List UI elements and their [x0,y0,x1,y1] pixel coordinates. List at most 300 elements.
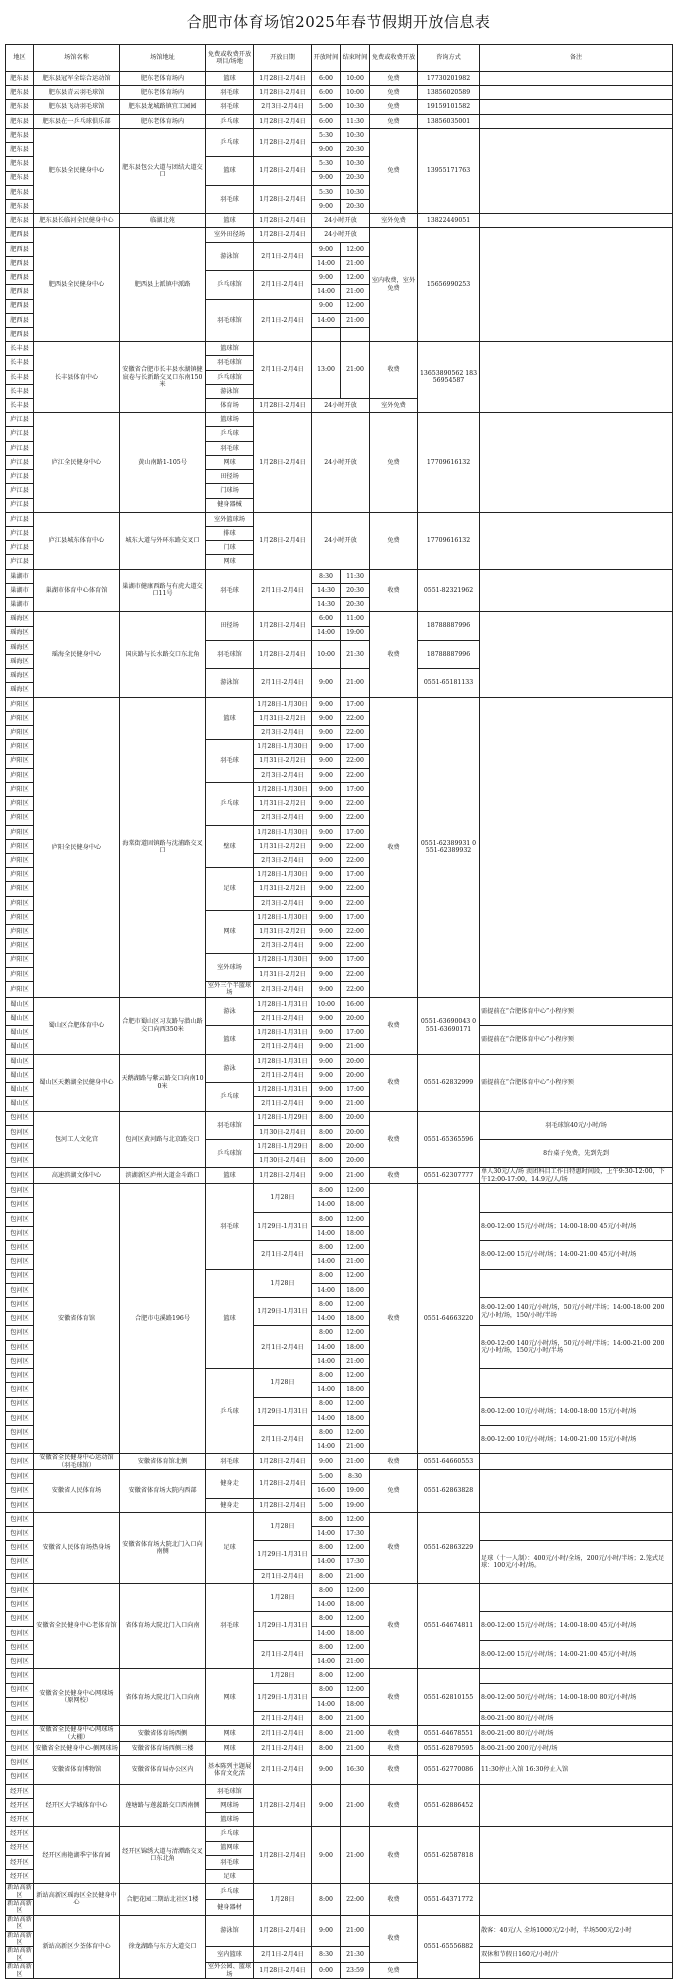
table-cell: 乒乓球 [206,427,254,441]
table-cell: 肥东县 [6,114,34,128]
table-cell: 12:00 [341,1512,370,1526]
table-cell: 9:00 [312,271,341,285]
table-cell: 21:00 [341,1784,370,1827]
table-cell: 免费 [370,86,418,100]
table-cell: 收费 [370,997,418,1054]
table-cell: 14:00 [312,1655,341,1669]
table-cell [480,1884,673,1916]
table-cell: 长丰县 [6,342,34,356]
table-cell: 0551-62389931 0551-62389932 [418,697,480,997]
table-cell: 篮球 [206,1269,254,1369]
table-cell: 20:30 [341,598,370,612]
table-cell: 长丰县体育中心 [34,342,120,413]
table-cell: 6:00 [312,72,341,86]
table-cell: 新站高新区 [7,1899,32,1915]
table-cell: 肥东老体育场内 [120,86,206,100]
table-cell: 包河区 [6,1212,34,1226]
table-cell: 瑶海区 [6,683,34,697]
table-row [6,72,673,86]
table-cell: 乒乓球 [206,1369,254,1454]
table-cell: 蜀山区 [6,1026,34,1040]
table-cell: 8:00 [312,1369,341,1383]
table-cell: 22:00 [341,811,370,825]
table-cell: 高速滨湖文体中心 [34,1168,120,1184]
table-cell: 8:00 [312,1140,341,1154]
table-cell: 8:00 [312,1884,341,1916]
table-cell: 庐阳区 [6,868,34,882]
table-cell: 免费 [370,1470,418,1513]
table-cell: 8台桌子免费，先到先到 [480,1140,673,1168]
table-cell: 2月3日-2月4日 [254,896,312,910]
table-cell: 14:00 [312,1340,341,1354]
table-cell: 1月28日 [254,1269,312,1297]
table-cell: 田径场 [206,612,254,640]
table-cell: 1月31日-2月2日 [254,925,312,939]
table-body [6,72,673,1979]
table-cell: 收费 [370,1669,418,1726]
table-cell: 8:00 [312,1184,341,1198]
table-cell: 收费 [370,1827,418,1884]
table-cell: 室外免费 [370,214,418,228]
table-cell: 13955171763 [418,128,480,213]
table-cell: 0551-64660553 [418,1454,480,1470]
table-cell: 肥东县 [6,199,34,213]
table-cell: 蜀山区天鹅湖全民健身中心 [34,1054,120,1111]
table-row [6,1884,673,1900]
table-cell: 包河区 [6,1711,34,1725]
table-cell: 8:00-12:00 10元/小时/场；14:00-21:00 15元/小时/场 [480,1425,673,1453]
table-cell [480,114,673,128]
table-cell: 14:30 [312,583,341,597]
table-cell: 0551-65181133 [418,669,480,697]
table-cell: 免费 [370,72,418,86]
table-cell: 合肥花园二期站北社区1楼 [120,1884,206,1916]
table-cell: 21:00 [341,342,370,399]
table-cell: 收费 [370,1726,418,1742]
table-cell: 城东大道与外环东路交叉口 [120,512,206,569]
table-cell: 0551-62832999 [418,1054,480,1111]
table-cell: 14:00 [312,626,341,640]
table-cell: 包河区黄河路与北京路交口 [120,1111,206,1168]
table-cell: 16:00 [341,997,370,1011]
table-row [6,228,673,242]
table-cell: 肥西县 [6,313,34,327]
table-cell: 健身走 [206,1498,254,1512]
table-cell: 莲塘路与莲蕊路交口西南侧 [120,1784,206,1827]
table-cell [480,1669,673,1683]
header-cell: 备注 [480,45,673,72]
table-cell: 2月1日-2月4日 [254,1040,312,1054]
table-cell: 经开区锦绣大道与清潭路交叉口东北角 [120,1827,206,1884]
table-cell: 蜀山区 [6,1097,34,1111]
table-cell [480,569,673,612]
table-cell: 游泳馆 [206,242,254,270]
table-cell: 1月28日-2月4日 [254,214,312,228]
table-cell: 收费 [370,342,418,399]
table-cell: 庐阳区 [6,839,34,853]
table-cell: 羽毛球馆 [206,299,254,342]
table-cell: 9:00 [312,1168,341,1184]
table-cell: 包河区 [6,1241,34,1255]
table-cell: 包河区 [6,1770,34,1784]
table-cell: 肥西县上派镇中派路 [120,228,206,342]
table-cell: 2月1日-2月4日 [254,1947,312,1963]
table-cell: 包河区 [6,1683,34,1697]
table-row [6,1669,673,1683]
table-cell: 1月29日-1月31日 [254,1298,312,1326]
table-cell: 22:00 [341,967,370,981]
table-cell: 网球场 [206,1798,254,1812]
table-cell: 需提前在“合肥体育中心”小程序预 [480,1054,673,1111]
table-cell: 滨湖新区庐州大道金斗路口 [120,1168,206,1184]
table-cell: 14:00 [312,1598,341,1612]
table-cell: 8:00-12:00 15元/小时/场；14:00-18:00 45元/小时/场 [480,1212,673,1240]
table-cell: 9:00 [312,967,341,981]
table-cell: 9:00 [312,868,341,882]
table-cell: 肥东县 [6,128,34,142]
table-cell: 9:00 [312,711,341,725]
table-cell: 庐江县 [6,527,34,541]
table-cell [480,100,673,114]
table-cell: 包河区 [6,1669,34,1683]
table-cell: 8:00 [312,1711,341,1725]
table-row [6,413,673,427]
table-cell: 肥东县 [6,185,34,199]
table-cell: 蜀山区 [6,1068,34,1082]
table-cell: 1月29日-1月31日 [254,1397,312,1425]
table-cell: 1月28日-2月4日 [254,1454,312,1470]
table-cell: 1月28日-2月4日 [254,1827,312,1884]
table-cell [480,697,673,997]
table-cell: 9:00 [312,1083,341,1097]
table-cell: 10:00 [312,640,341,668]
table-cell: 安徽省体育馆 [34,1184,120,1454]
table-cell: 庐江县 [6,484,34,498]
table-cell: 收费 [370,1111,418,1168]
table-cell: 17:00 [341,740,370,754]
table-cell: 12:00 [341,1541,370,1555]
table-cell: 巢湖市体育中心体育馆 [34,569,120,612]
table-row [6,100,673,114]
table-cell: 收费 [370,1454,418,1470]
table-cell: 8:00-12:00 140元/小时/场，50元/小时/半场；14:00-21:00 200元/小时/场，150元/小时/半场 [480,1326,673,1369]
table-cell: 9:00 [312,953,341,967]
table-cell: 14:00 [312,1411,341,1425]
table-cell: 1月29日-1月31日 [254,1541,312,1569]
table-row [6,1054,673,1068]
table-cell: 羽毛球馆 [206,1784,254,1798]
table-cell: 羽毛球 [206,185,254,213]
table-cell: 包河区 [6,1741,34,1755]
table-cell: 免费 [370,100,418,114]
table-cell: 21:00 [341,1168,370,1184]
table-cell: 14:00 [312,1697,341,1711]
table-cell: 22:00 [341,982,370,998]
table-cell: 11:30 [341,569,370,583]
table-cell: 包河区 [6,1583,34,1597]
table-cell: 肥东老体育场内 [120,72,206,86]
table-cell: 24小时开放 [312,512,370,569]
table-cell: 排球 [206,527,254,541]
table-cell: 2月1日-2月4日 [254,1756,312,1784]
table-cell: 安徽省全民健身中心老体育馆 [34,1583,120,1668]
table-cell: 安徽省体育场西侧三楼 [120,1741,206,1755]
table-cell: 庐江县城东体育中心 [34,512,120,569]
table-cell: 庐阳区 [6,740,34,754]
table-cell: 肥西县 [6,242,34,256]
table-cell: 收费 [370,1054,418,1111]
table-cell: 2月1日-2月4日 [254,1097,312,1111]
table-cell: 篮球 [206,1168,254,1184]
table-cell: 1月28日-2月4日 [254,1915,312,1947]
table-row [6,1827,673,1841]
table-cell: 单人30元/人/场 羡团科目工作日特惠时间段，上午9:30-12:00，下午12:00-17:00，14.9元/人/场 [480,1168,673,1184]
table-cell [480,1963,673,1979]
table-cell: 17:00 [341,782,370,796]
table-cell: 体育场 [206,399,254,413]
table-cell: 1月31日-2月2日 [254,967,312,981]
table-cell: 收费 [370,1884,418,1916]
table-cell: 网球 [206,910,254,953]
table-cell: 0551-62770086 [418,1756,480,1784]
table-cell: 庐阳区 [6,882,34,896]
table-cell [480,1269,673,1297]
table-cell: 包河区 [6,1470,34,1484]
table-cell: 肥东县全民健身中心 [34,128,120,213]
table-cell: 1月28日-1月30日 [254,740,312,754]
table-cell: 12:00 [341,1397,370,1411]
table-cell: 12:00 [341,1669,370,1683]
table-cell: 21:00 [341,1741,370,1755]
table-cell: 网球 [206,455,254,469]
table-cell: 蜀山区合肥体育中心 [34,997,120,1054]
table-cell: 瑶海区 [6,640,34,654]
table-cell: 8:00 [312,1111,341,1125]
table-cell: 8:00 [312,1512,341,1526]
table-cell: 12:00 [341,1241,370,1255]
table-cell: 乒乓球馆 [206,1140,254,1168]
table-cell: 巢湖市 [6,583,34,597]
table-cell: 20:00 [341,1068,370,1082]
table-cell: 9:00 [312,143,341,157]
table-cell: 13653890562 18356954587 [418,342,480,413]
table-cell: 省体育场大院北门入口向南 [120,1669,206,1726]
table-cell: 包河区 [6,1140,34,1154]
table-cell: 19:00 [341,1484,370,1498]
table-cell [480,413,673,513]
table-cell: 肥西县全民健身中心 [34,228,120,342]
table-cell: 散客：40元/人 全场1000元/2小时，半场500元/2小时 [480,1915,673,1947]
table-cell: 篮球场 [206,1813,254,1827]
table-row [6,997,673,1011]
table-cell: 篮球 [206,214,254,228]
table-cell: 17709616132 [418,413,480,513]
table-cell: 长丰县 [6,370,34,384]
table-cell: 包河区 [6,1726,34,1742]
table-cell: 室内收费，室外免费 [370,228,418,342]
table-cell: 21:00 [341,285,370,299]
table-cell: 1月28日-1月29日 [254,1140,312,1154]
table-cell [480,342,673,413]
table-cell: 21:00 [341,669,370,697]
table-cell: 庐阳区 [6,925,34,939]
table-cell: 22:00 [341,726,370,740]
table-cell: 8:30 [341,1470,370,1484]
table-row [6,1470,673,1484]
table-cell: 0551-64371772 [418,1884,480,1916]
table-cell: 庐阳区 [6,953,34,967]
table-cell: 5:30 [312,185,341,199]
table-cell: 8:00 [312,1612,341,1626]
table-cell: 22:00 [341,896,370,910]
table-cell: 20:30 [341,199,370,213]
table-cell: 18:00 [341,1226,370,1240]
table-cell: 9:00 [312,839,341,853]
table-cell: 9:00 [312,982,341,998]
table-cell: 肥东县 [6,214,34,228]
table-cell: 包河区 [6,1626,34,1640]
table-cell: 17:30 [341,1555,370,1569]
table-cell: 游泳馆 [206,669,254,697]
table-cell: 16:30 [341,1756,370,1784]
table-cell: 22:00 [341,754,370,768]
table-cell: 8:30 [312,569,341,583]
table-cell: 经开区 [6,1869,34,1883]
table-cell: 9:00 [312,1097,341,1111]
table-cell: 8:00-12:00 15元/小时/场；14:00-21:00 45元/小时/场 [480,1241,673,1269]
table-cell: 包河区 [6,1598,34,1612]
table-cell: 收费 [370,1741,418,1755]
table-cell: 游泳 [206,997,254,1025]
table-cell: 1月28日-2月4日 [254,1498,312,1512]
table-cell: 8:00 [312,1326,341,1340]
table-cell: 1月28日-1月30日 [254,953,312,967]
table-cell: 1月28日-2月4日 [254,1963,312,1979]
table-cell: 1月30日-2月4日 [254,1125,312,1139]
table-cell [480,1784,673,1827]
table-cell: 包河区 [6,1154,34,1168]
table-cell: 21:00 [341,1827,370,1884]
table-cell: 篮球馆 [206,342,254,356]
table-cell: 22:00 [341,939,370,953]
table-cell: 1月28日-2月4日 [254,1784,312,1827]
table-cell: 乒乓球 [206,1083,254,1111]
table-cell: 羽毛球 [206,441,254,455]
table-cell: 长丰县 [6,384,34,398]
table-cell: 庐阳区 [6,726,34,740]
table-row [6,1915,673,1931]
table-cell: 0551-65365596 [418,1111,480,1168]
table-cell: 0551-63690043 0551-63690171 [418,997,480,1054]
table-cell: 10:00 [341,72,370,86]
table-cell: 蜀山区 [6,1040,34,1054]
table-cell: 庐江县 [6,498,34,512]
table-cell: 包河区 [6,1383,34,1397]
table-cell: 6:00 [312,612,341,626]
table-cell: 庐阳区 [6,854,34,868]
table-cell [480,1827,673,1884]
table-cell: 安徽省体育博物馆 [34,1756,120,1784]
table-cell: 9:00 [312,242,341,256]
table-cell: 20:00 [341,1154,370,1168]
table-cell: 肥西县 [6,228,34,242]
table-cell: 庐江县 [6,541,34,555]
table-cell: 18:00 [341,1283,370,1297]
table-cell: 20:00 [341,1111,370,1125]
table-cell: 18:00 [341,1697,370,1711]
table-cell: 9:00 [312,171,341,185]
table-cell: 8:00-12:00 50元/小时/场；14:00-18:00 80元/小时/场 [480,1683,673,1711]
table-cell: 国庆路与长水路交口东北角 [120,612,206,697]
table-cell: 1月28日-1月31日 [254,1054,312,1068]
table-cell: 收费 [370,612,418,697]
header-cell: 咨询方式 [418,45,480,72]
table-cell [480,72,673,86]
table-cell: 天鹅湖路与紫云路交口向南100米 [120,1054,206,1111]
table-cell: 9:00 [312,925,341,939]
table-cell: 8:30 [312,1947,341,1963]
table-cell: 瑶海区 [6,669,34,683]
table-cell: 庐阳区 [6,711,34,725]
header-cell: 场馆地址 [120,45,206,72]
table-cell: 2月3日-2月4日 [254,854,312,868]
table-cell: 9:00 [312,811,341,825]
table-cell: 庐江县 [6,512,34,526]
table-cell: 17:00 [341,910,370,924]
table-row [6,1512,673,1526]
table-cell [480,214,673,228]
table-cell: 经开区大学城体育中心 [34,1784,120,1827]
table-cell: 12:00 [341,1640,370,1654]
table-cell: 22:00 [341,925,370,939]
table-cell: 12:00 [341,271,370,285]
table-cell: 8:00 [312,1425,341,1439]
table-row [6,342,673,356]
table-cell: 0551-82321962 [418,569,480,612]
table-cell: 羽毛球馆 [206,640,254,668]
table-cell: 10:30 [341,128,370,142]
table-cell: 长丰县 [6,399,34,413]
table-cell: 12:00 [341,1269,370,1283]
table-cell: 肥东县飞动羽毛球馆 [34,100,120,114]
table-cell: 1月28日 [254,1583,312,1611]
table-cell: 14:00 [312,1255,341,1269]
table-cell: 肥东县 [6,157,34,171]
table-cell: 9:00 [312,896,341,910]
table-cell: 田径场 [206,470,254,484]
table-cell: 17:00 [341,1083,370,1097]
table-cell: 9:00 [312,697,341,711]
table-cell: 室外三个半篮球场 [206,982,254,998]
table-cell: 2月1日-2月4日 [254,242,312,270]
table-cell: 0551-62863828 [418,1470,480,1513]
table-cell: 包河区 [6,1555,34,1569]
table-cell: 新站高新区 [7,1915,32,1931]
table-row [6,1111,673,1125]
table-cell: 19159101582 [418,100,480,114]
table-cell: 羽毛球馆 [206,356,254,370]
table-cell: 18788887996 [418,640,480,668]
table-cell: 1月28日-2月4日 [254,157,312,185]
table-cell: 肥东县 [6,72,34,86]
table-row [6,1756,673,1770]
table-cell: 网球 [206,1741,254,1755]
table-cell: 瑶海区 [6,626,34,640]
table-cell: 22:00 [341,1884,370,1916]
table-cell: 20:30 [341,143,370,157]
table-cell: 2月1日-2月4日 [254,1012,312,1026]
table-cell: 8:00-12:00 140元/小时/场，50元/小时/半场；14:00-18:00 200元/小时/场，150/小时/半场 [480,1298,673,1326]
